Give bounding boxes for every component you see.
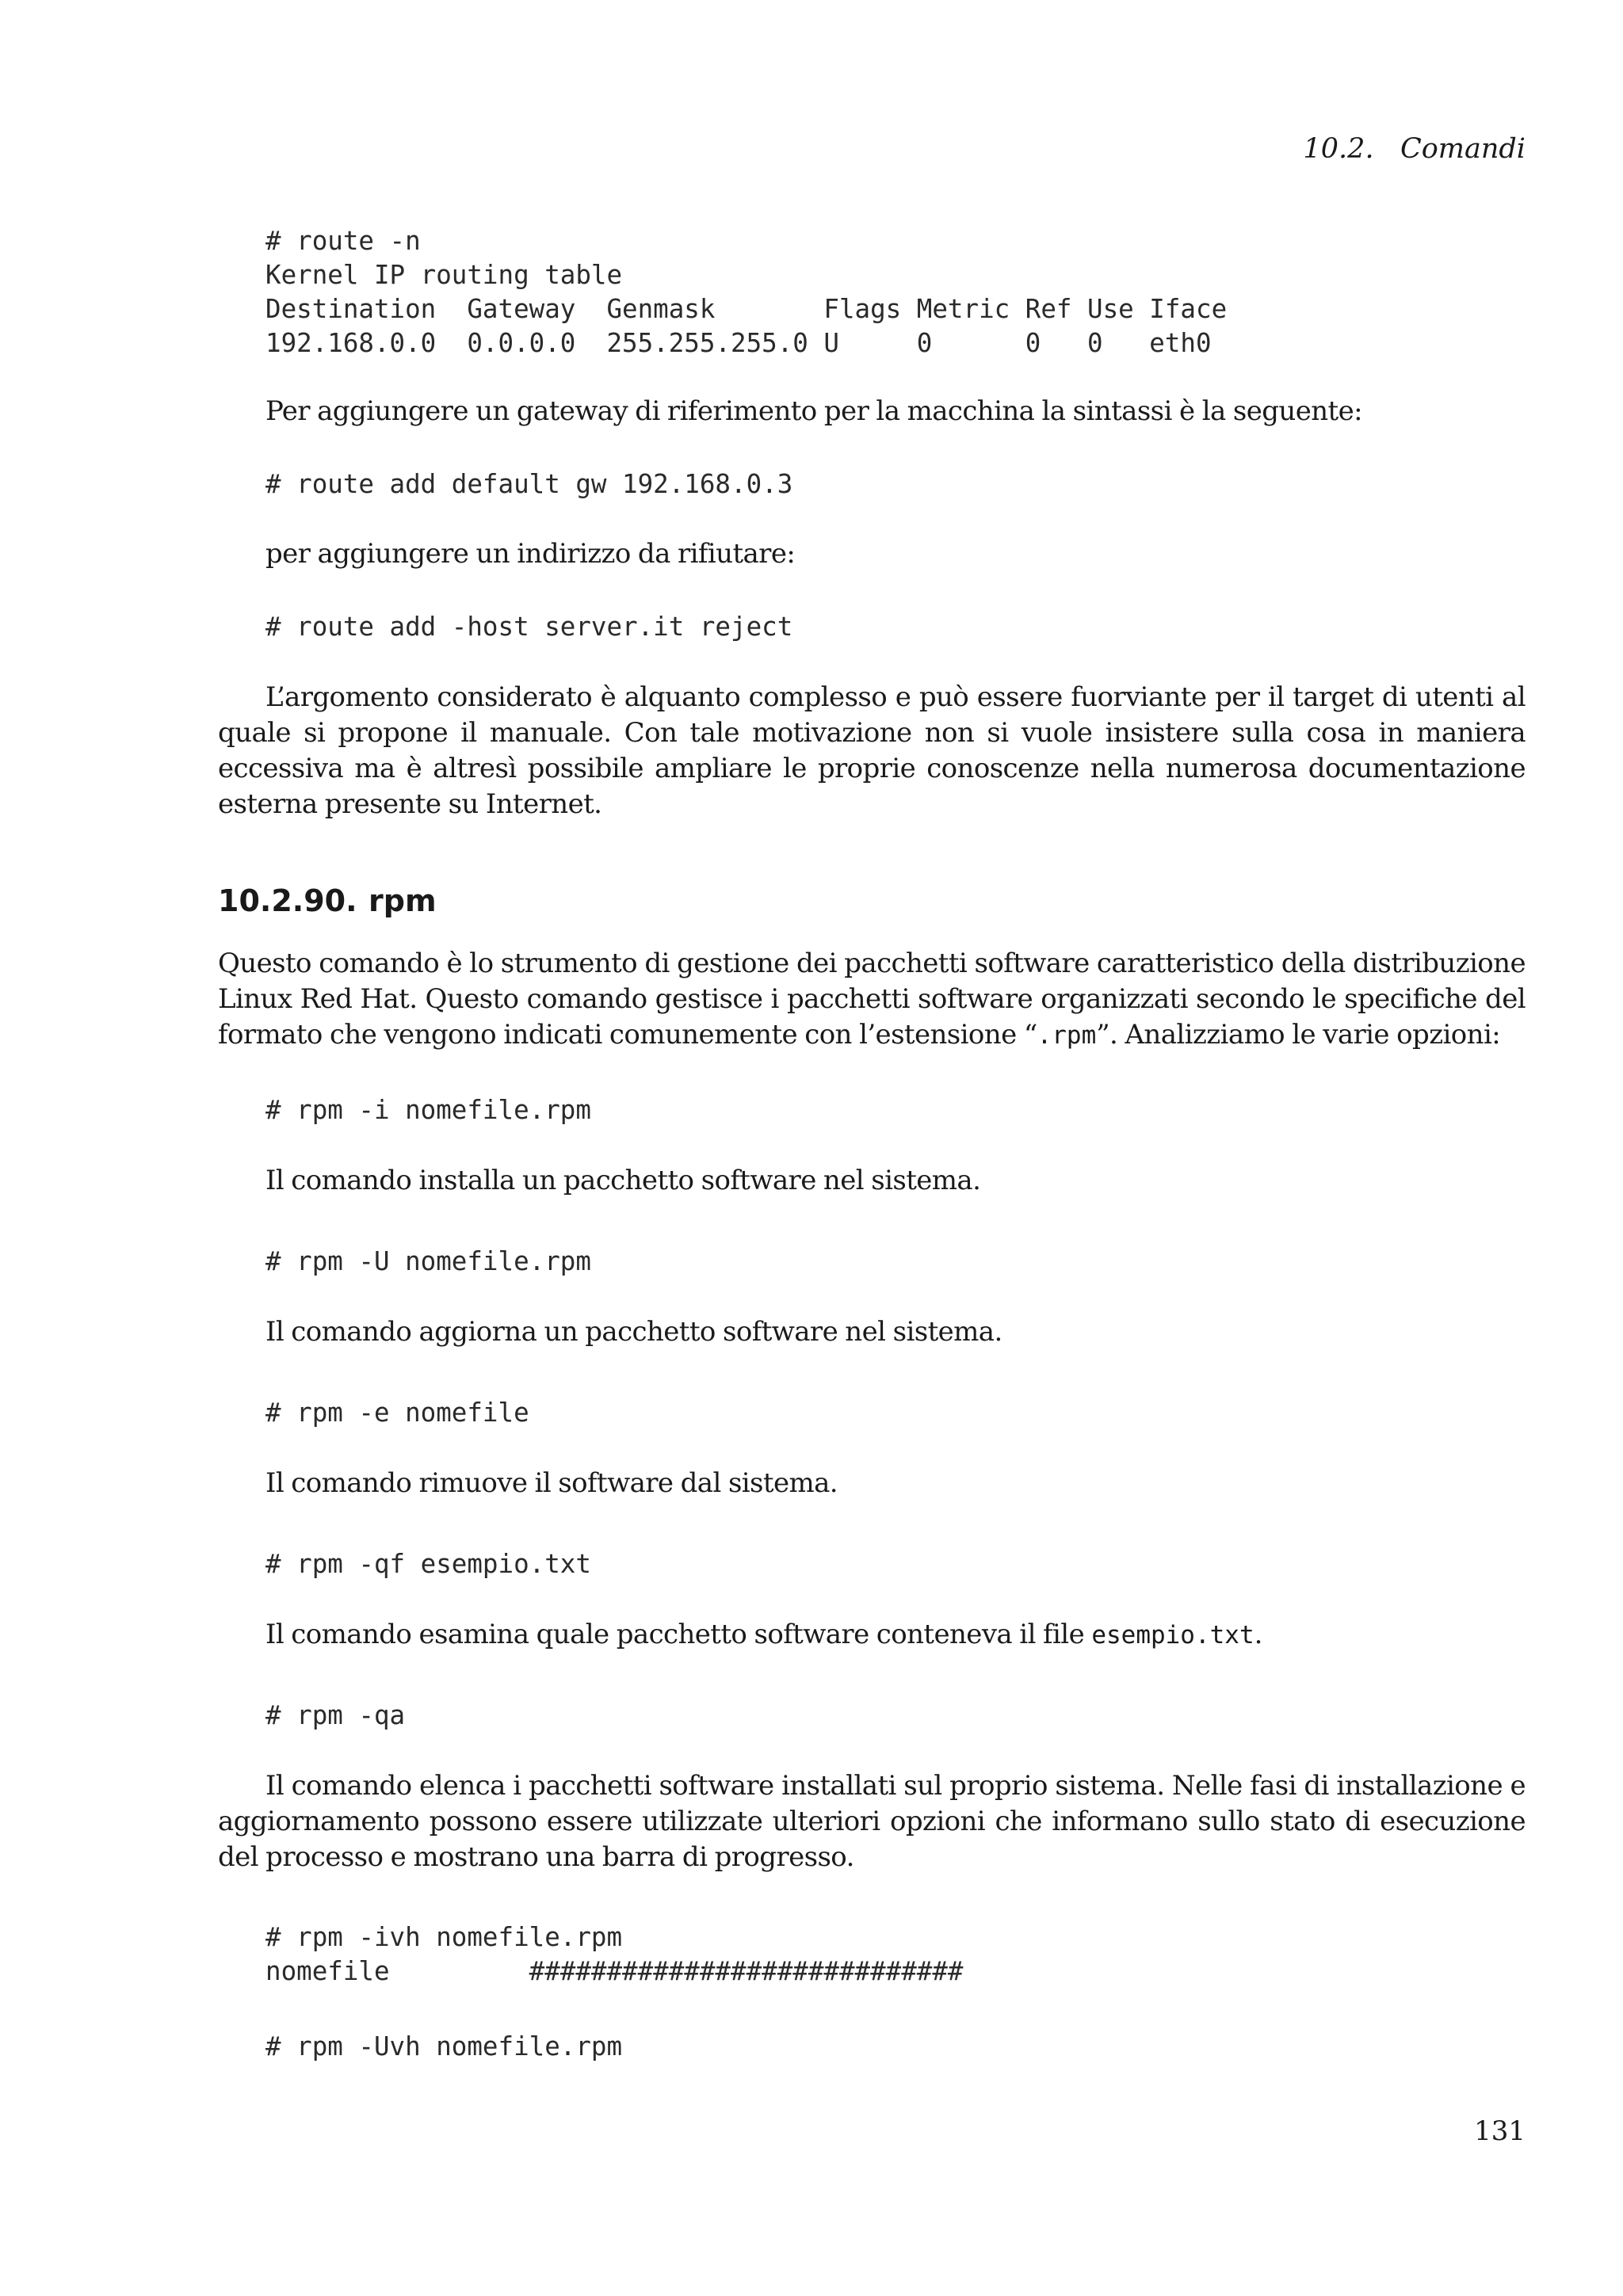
inline-code-filename: esempio.txt bbox=[1091, 1621, 1254, 1650]
code-line: # rpm -ivh nomefile.rpm bbox=[265, 1922, 623, 1952]
paragraph-text: Il comando esamina quale pacchetto software conteneva il file bbox=[265, 1619, 1092, 1650]
code-line: Destination Gateway Genmask Flags Metric Ref Use Iface bbox=[265, 294, 1228, 324]
paragraph-upgrade: Il comando aggiorna un pacchetto software nel sistema. bbox=[265, 1316, 1002, 1348]
paragraph-text: Questo comando è lo strumento di gestione dei pacchetti software caratteristico della distribuzione Linux Red Hat. Questo comando gestisce i pacchetti software organizzati secondo le specifiche del formato che vengono indicati comunemente con l’estensione “ bbox=[218, 948, 1526, 1051]
paragraph-rpm-intro bbox=[218, 946, 1526, 1054]
code-line: nomefile ############################ bbox=[265, 1956, 964, 1986]
code-block-upgrade: # rpm -U nomefile.rpm bbox=[265, 1246, 591, 1276]
paragraph-reject: per aggiungere un indirizzo da rifiutare: bbox=[265, 538, 796, 570]
paragraph-install: Il comando installa un pacchetto software nel sistema. bbox=[265, 1165, 981, 1196]
code-block-reject: # route add -host server.it reject bbox=[265, 612, 793, 642]
code-block-install: # rpm -i nomefile.rpm bbox=[265, 1095, 591, 1125]
code-block-query-all: # rpm -qa bbox=[265, 1700, 406, 1730]
code-block-progress bbox=[265, 1920, 964, 1989]
code-block-upgrade-verbose: # rpm -Uvh nomefile.rpm bbox=[265, 2031, 623, 2061]
paragraph-argomento: L’argomento considerato è alquanto complesso e può essere fuorviante per il target di utenti al quale si propone il manuale. Con tale motivazione non si vuole insistere sulla cosa in maniera eccessiva ma è altresì possibile ampliare le proprie conoscenze nella numerosa documentazione esterna presente su Internet. bbox=[218, 681, 1526, 820]
section-title: rpm bbox=[369, 883, 437, 918]
code-line: 192.168.0.0 0.0.0.0 255.255.255.0 U 0 0 0 eth0 bbox=[265, 328, 1212, 358]
code-block-erase: # rpm -e nomefile bbox=[265, 1398, 529, 1428]
paragraph-erase: Il comando rimuove il software dal sistema. bbox=[265, 1467, 838, 1499]
code-line: # route -n bbox=[265, 226, 421, 256]
code-block-route-table bbox=[265, 224, 1227, 360]
paragraph-query-all: Il comando elenca i pacchetti software installati sul proprio sistema. Nelle fasi di installazione e aggiornamento possono essere utilizzate ulteriori opzioni che informano sullo stato di esecuzione del processo e mostrano una barra di progresso. bbox=[218, 1770, 1526, 1873]
paragraph-query-file bbox=[218, 1617, 1526, 1653]
paragraph-text: ”. Analizziamo le varie opzioni: bbox=[1096, 1019, 1501, 1051]
code-block-query-file: # rpm -qf esempio.txt bbox=[265, 1549, 591, 1579]
section-heading bbox=[218, 882, 437, 920]
code-block-gateway: # route add default gw 192.168.0.3 bbox=[265, 469, 793, 499]
page-number: 131 bbox=[1474, 2115, 1526, 2147]
document-page bbox=[218, 0, 1526, 2296]
code-line: Kernel IP routing table bbox=[265, 260, 623, 290]
running-head: 10.2. Comandi bbox=[1303, 133, 1526, 165]
paragraph-text: . bbox=[1254, 1619, 1262, 1650]
paragraph-gateway: Per aggiungere un gateway di riferimento per la macchina la sintassi è la seguente: bbox=[265, 395, 1362, 427]
inline-code-extension: .rpm bbox=[1037, 1021, 1097, 1050]
section-number: 10.2.90. bbox=[218, 883, 357, 918]
